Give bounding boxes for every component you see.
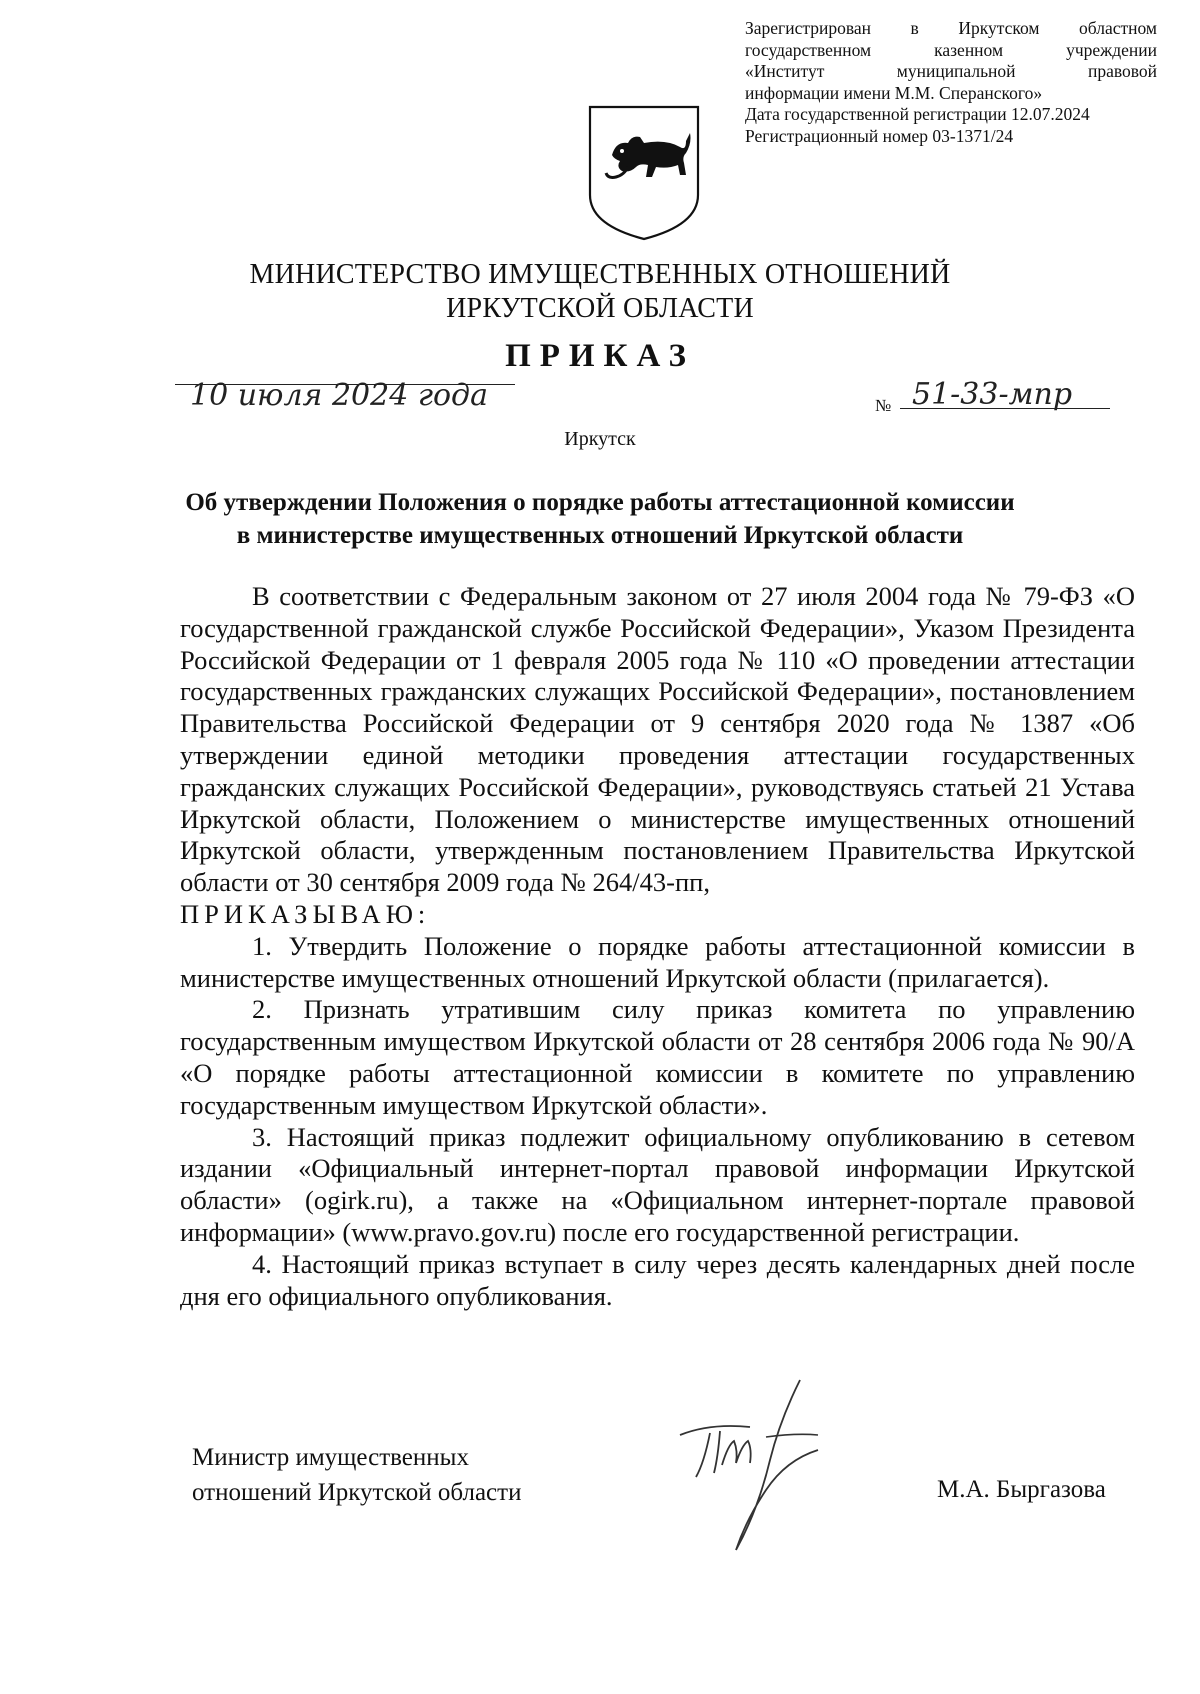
city: Иркутск <box>564 428 636 450</box>
registration-date: Дата государственной регистрации 12.07.2024 <box>745 104 1090 124</box>
signatory-title <box>192 1440 521 1510</box>
order-item: 2. Признать утратившим силу приказ комитета по управлению государственным имуществом Иркутской области от 28 сентября 2006 года № 90/А «О порядке работы аттестационной комиссии в комитете по управлению государственным имуществом Иркутской области». <box>180 994 1135 1120</box>
ministry-region: ИРКУТСКОЙ ОБЛАСТИ <box>446 293 754 324</box>
order-body <box>180 581 1135 1312</box>
document-type-title: ПРИКАЗ <box>505 338 695 374</box>
order-item: 4. Настоящий приказ вступает в силу через десять календарных дней после дня его официального опубликования. <box>180 1248 1135 1311</box>
order-keyword: ПРИКАЗЫВАЮ: <box>180 898 431 929</box>
number-label: № <box>875 396 892 415</box>
preamble-paragraph: В соответствии с Федеральным законом от 27 июля 2004 года № 79-ФЗ «О государственной гражданской службе Российской Федерации», Указом Президента Российской Федерации от 1 февраля 2005 года № 110 «О проведении аттестации государственных гражданских служащих Российской Федерации», постановлением Правительства Российской Федерации от 9 сентября 2020 года № 1387 «Об утверждении единой методики проведения аттестации государственных гражданских служащих Российской Федерации», руководствуясь статьей 21 Устава Иркутской области, Положением о министерстве имущественных отношений Иркутской области, утвержденным постановлением Правительства Иркутской области от 30 сентября 2009 года № 264/43-пп, <box>180 581 1135 898</box>
registration-line: государственном казенном учреждении <box>745 39 1157 60</box>
order-date: 10 июля 2024 года <box>190 378 488 413</box>
handwritten-signature <box>670 1375 850 1555</box>
registration-stamp <box>745 18 1157 147</box>
registration-line: информации имени М.М. Сперанского» <box>745 82 1043 103</box>
order-item: 3. Настоящий приказ подлежит официальному опубликованию в сетевом издании «Официальный интернет-портал правовой информации Иркутской области» (ogirk.ru), а также на «Официальном интернет-портале правовой информации» (www.pravo.gov.ru) после его государственной регистрации. <box>180 1121 1135 1247</box>
subject-line: в министерстве имущественных отношений Иркутской области <box>236 522 964 549</box>
order-subject <box>150 486 1050 552</box>
subject-line: Об утверждении Положения о порядке работы аттестационной комиссии <box>185 489 1015 516</box>
order-item: 1. Утвердить Положение о порядке работы аттестационной комиссии в министерстве имущественных отношений Иркутской области (прилагается). <box>180 930 1135 993</box>
registration-line: «Институт муниципальной правовой <box>745 61 1157 81</box>
ministry-header <box>0 258 1200 326</box>
order-number: 51-33-мпр <box>912 377 1073 412</box>
ministry-name: МИНИСТЕРСТВО ИМУЩЕСТВЕННЫХ ОТНОШЕНИЙ <box>249 259 951 290</box>
signatory-title-line: Министр имущественных <box>192 1444 469 1471</box>
signatory-title-line: отношений Иркутской области <box>192 1479 522 1506</box>
signatory-name: М.А. Быргазова <box>937 1476 1106 1503</box>
coat-of-arms-icon <box>582 103 706 243</box>
registration-number: Регистрационный номер 03-1371/24 <box>745 125 1014 146</box>
registration-line: Зарегистрирован в Иркутском областном <box>745 18 1157 38</box>
